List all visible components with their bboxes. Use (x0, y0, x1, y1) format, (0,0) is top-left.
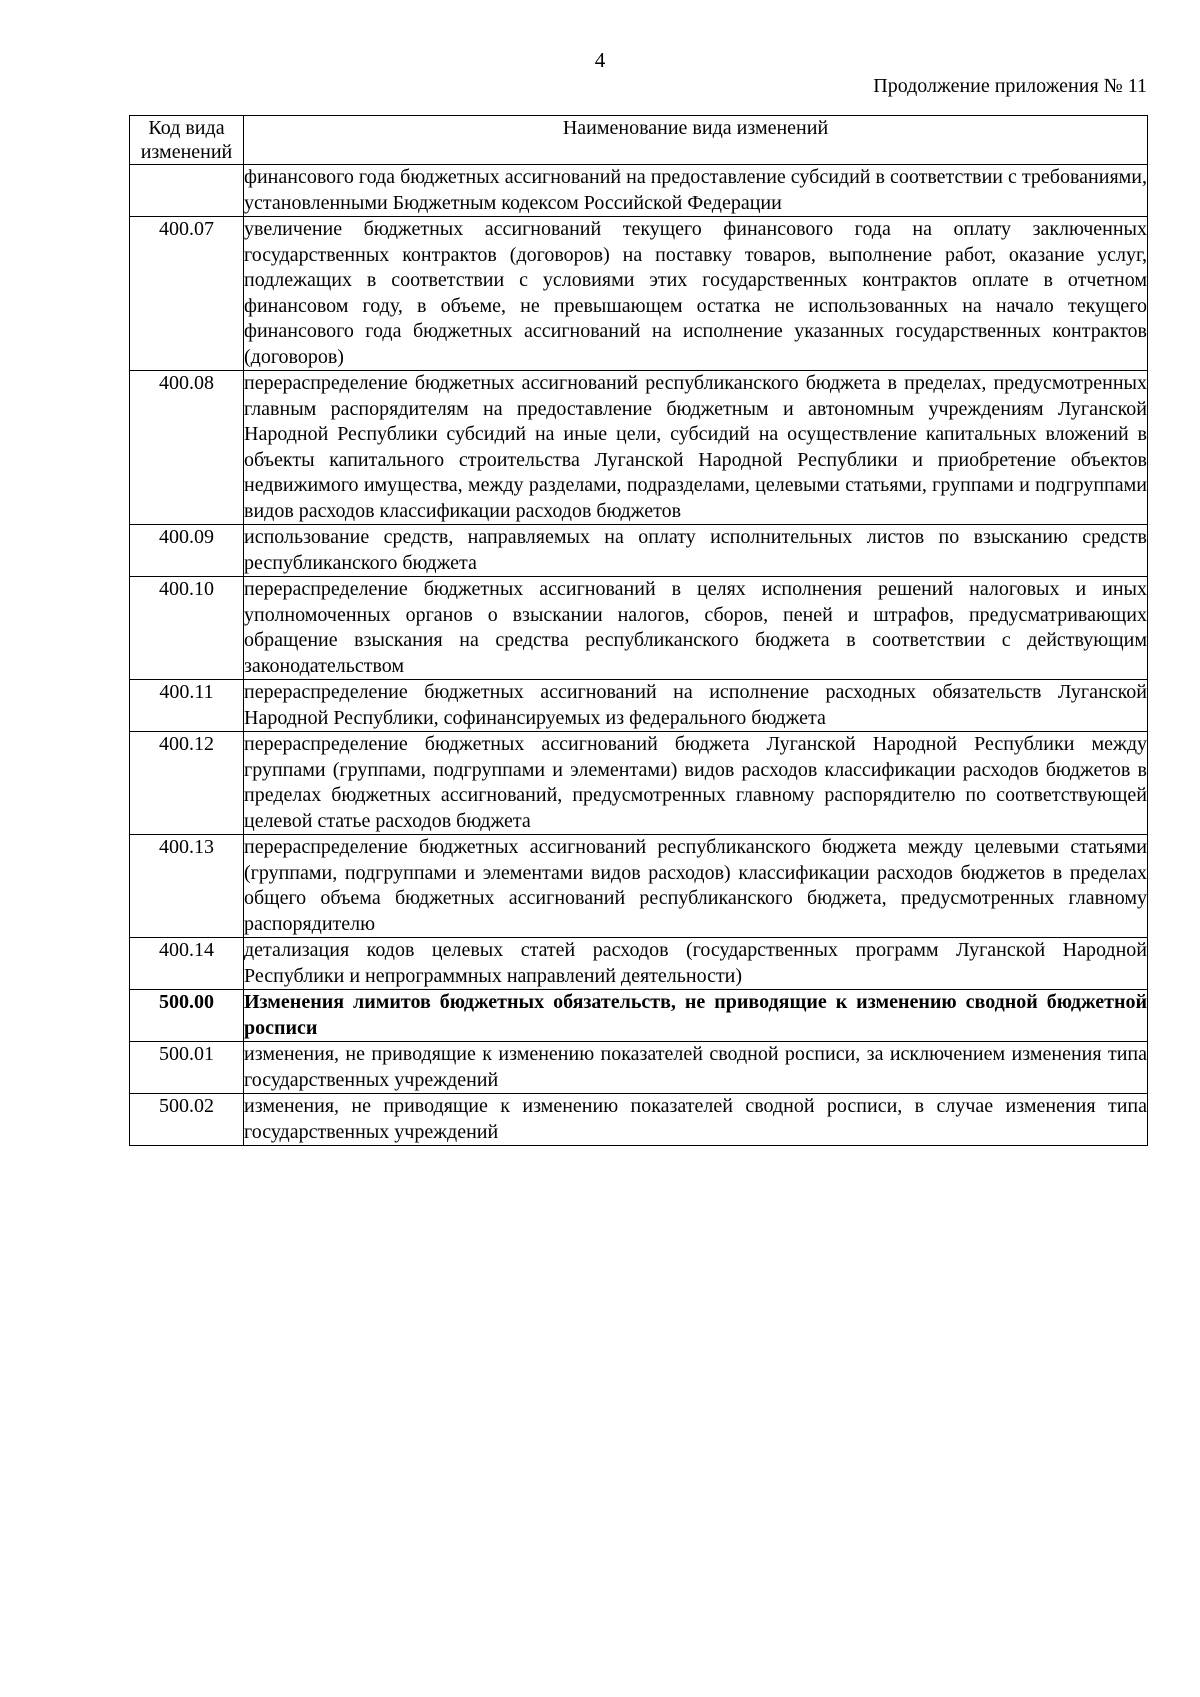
table-header-row (130, 116, 1148, 165)
table-row (130, 680, 1148, 732)
row-description: изменения, не приводящие к изменению показателей сводной росписи, за исключением изменения типа государственных учреждений (244, 1042, 1148, 1094)
table-row (130, 835, 1148, 938)
page-number: 4 (594, 48, 606, 72)
column-header-name: Наименование вида изменений (244, 116, 1148, 165)
table-row (130, 1094, 1148, 1146)
row-code: 500.01 (130, 1042, 244, 1094)
row-code (130, 165, 244, 217)
appendix-continuation-label: Продолжение приложения № 11 (873, 75, 1147, 97)
row-description: перераспределение бюджетных ассигнований на исполнение расходных обязательств Луганской Народной Республики, софинансируемых из федерального бюджета (244, 680, 1148, 732)
row-code: 500.00 (130, 990, 244, 1042)
table-row (130, 371, 1148, 525)
row-description: финансового года бюджетных ассигнований на предоставление субсидий в соответствии с требованиями, установленными Бюджетным кодексом Российской Федерации (244, 165, 1148, 217)
row-code: 400.11 (130, 680, 244, 732)
row-description: перераспределение бюджетных ассигнований республиканского бюджета в пределах, предусмотренных главным распорядителям на предоставление бюджетным и автономным учреждениям Луганской Народной Республики субсидий на иные цели, субсидий на осуществление капитальных вложений в объекты капитального строительства Луганской Народной Республики и приобретение объектов недвижимого имущества, между разделами, подразделами, целевыми статьями, группами и подгруппами видов расходов классификации расходов бюджетов (244, 371, 1148, 525)
row-description: детализация кодов целевых статей расходов (государственных программ Луганской Народной Республики и непрограммных направлений деятельности) (244, 938, 1148, 990)
changes-table (129, 115, 1148, 1146)
row-code: 400.10 (130, 577, 244, 680)
table-row (130, 577, 1148, 680)
row-description: Изменения лимитов бюджетных обязательств, не приводящие к изменению сводной бюджетной росписи (244, 990, 1148, 1042)
table-row (130, 165, 1148, 217)
table-row (130, 938, 1148, 990)
table-body (130, 165, 1148, 1146)
column-header-code: Код вида изменений (130, 116, 244, 165)
row-code: 400.09 (130, 525, 244, 577)
row-description: увеличение бюджетных ассигнований текущего финансового года на оплату заключенных государственных контрактов (договоров) на поставку товаров, выполнение работ, оказание услуг, подлежащих в соответствии с условиями этих государственных контрактов оплате в отчетном финансовом году, в объеме, не превышающем остатка не использованных на начало текущего финансового года бюджетных ассигнований на исполнение указанных государственных контрактов (договоров) (244, 217, 1148, 371)
row-code: 400.07 (130, 217, 244, 371)
row-description: перераспределение бюджетных ассигнований в целях исполнения решений налоговых и иных уполномоченных органов о взыскании налогов, сборов, пеней и штрафов, предусматривающих обращение взыскания на средства республиканского бюджета в соответствии с действующим законодательством (244, 577, 1148, 680)
table-row (130, 1042, 1148, 1094)
row-description: перераспределение бюджетных ассигнований бюджета Луганской Народной Республики между группами (группами, подгруппами и элементами) видов расходов классификации расходов бюджетов в пределах бюджетных ассигнований, предусмотренных главному распорядителю по соответствующей целевой статье расходов бюджета (244, 732, 1148, 835)
row-code: 400.14 (130, 938, 244, 990)
row-code: 400.08 (130, 371, 244, 525)
table-row (130, 217, 1148, 371)
row-code: 400.13 (130, 835, 244, 938)
row-description: использование средств, направляемых на оплату исполнительных листов по взысканию средств республиканского бюджета (244, 525, 1148, 577)
table-row (130, 525, 1148, 577)
row-code: 500.02 (130, 1094, 244, 1146)
table-row (130, 732, 1148, 835)
table-row (130, 990, 1148, 1042)
row-description: перераспределение бюджетных ассигнований республиканского бюджета между целевыми статьями (группами, подгруппами и элементами видов расходов) классификации расходов бюджетов в пределах общего объема бюджетных ассигнований республиканского бюджета, предусмотренных главному распорядителю (244, 835, 1148, 938)
row-description: изменения, не приводящие к изменению показателей сводной росписи, в случае изменения типа государственных учреждений (244, 1094, 1148, 1146)
row-code: 400.12 (130, 732, 244, 835)
